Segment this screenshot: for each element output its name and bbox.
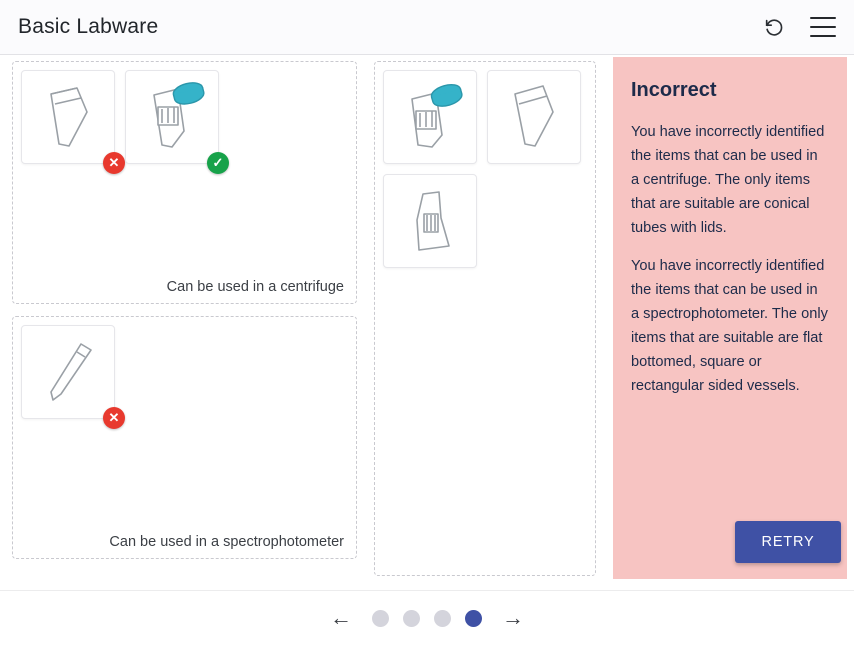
feedback-title: Incorrect <box>631 79 717 101</box>
pipette-icon <box>31 334 105 410</box>
pagination-dot-4[interactable] <box>465 610 482 627</box>
zone-items <box>13 317 356 425</box>
status-badge-correct: ✓ <box>207 152 229 174</box>
conical-tube-no-lid-icon <box>35 82 101 152</box>
tray-item-erlenmeyer-flask[interactable] <box>383 174 477 268</box>
feedback-paragraph-2: You have incorrectly identified the items that can be used in a spectrophotometer. The only items that are suitable are flat bottomed, square or rectangular sided vessels. <box>631 258 828 394</box>
tray-item-capped-vial[interactable] <box>383 70 477 164</box>
pagination-dot-3[interactable] <box>434 610 451 627</box>
pagination-dot-2[interactable] <box>403 610 420 627</box>
erlenmeyer-flask-icon <box>393 184 467 258</box>
drop-zone-centrifuge[interactable] <box>12 61 357 304</box>
pagination-dots <box>372 610 482 627</box>
app-header <box>0 0 854 55</box>
tray-item-conical-tube[interactable] <box>487 70 581 164</box>
status-badge-incorrect: ✕ <box>103 152 125 174</box>
conical-tube-blue-cap-icon <box>132 79 212 155</box>
drop-zones <box>12 61 357 571</box>
zone-items <box>13 62 356 170</box>
feedback-paragraph-1: You have incorrectly identified the items that can be used in a centrifuge. The only items that are suitable are conical tubes with lids. <box>631 124 825 236</box>
placed-item-capped-conical-tube[interactable] <box>125 70 224 170</box>
drop-zone-spectrophotometer[interactable] <box>12 316 357 559</box>
zone-label-spectrophotometer: Can be used in a spectrophotometer <box>109 534 344 550</box>
status-badge-incorrect: ✕ <box>103 407 125 429</box>
vial-blue-cap-icon <box>388 77 472 157</box>
activity-stage <box>0 55 854 590</box>
item-tray[interactable] <box>374 61 596 576</box>
tray-grid <box>383 70 587 268</box>
conical-tube-icon <box>499 80 569 154</box>
header-actions <box>760 13 836 41</box>
retry-button[interactable]: RETRY <box>735 521 841 563</box>
page-title: Basic Labware <box>18 15 159 38</box>
arrow-right-icon[interactable]: → <box>502 605 524 630</box>
zone-label-centrifuge: Can be used in a centrifuge <box>166 279 344 295</box>
hamburger-menu-icon[interactable] <box>810 17 836 37</box>
placed-item-pasteur-pipette[interactable] <box>21 325 120 425</box>
placed-item-open-conical-tube[interactable] <box>21 70 120 170</box>
feedback-panel <box>613 57 847 579</box>
pagination-dot-1[interactable] <box>372 610 389 627</box>
pagination-footer <box>0 590 854 645</box>
arrow-left-icon[interactable]: ← <box>330 605 352 630</box>
reset-icon[interactable] <box>760 13 788 41</box>
